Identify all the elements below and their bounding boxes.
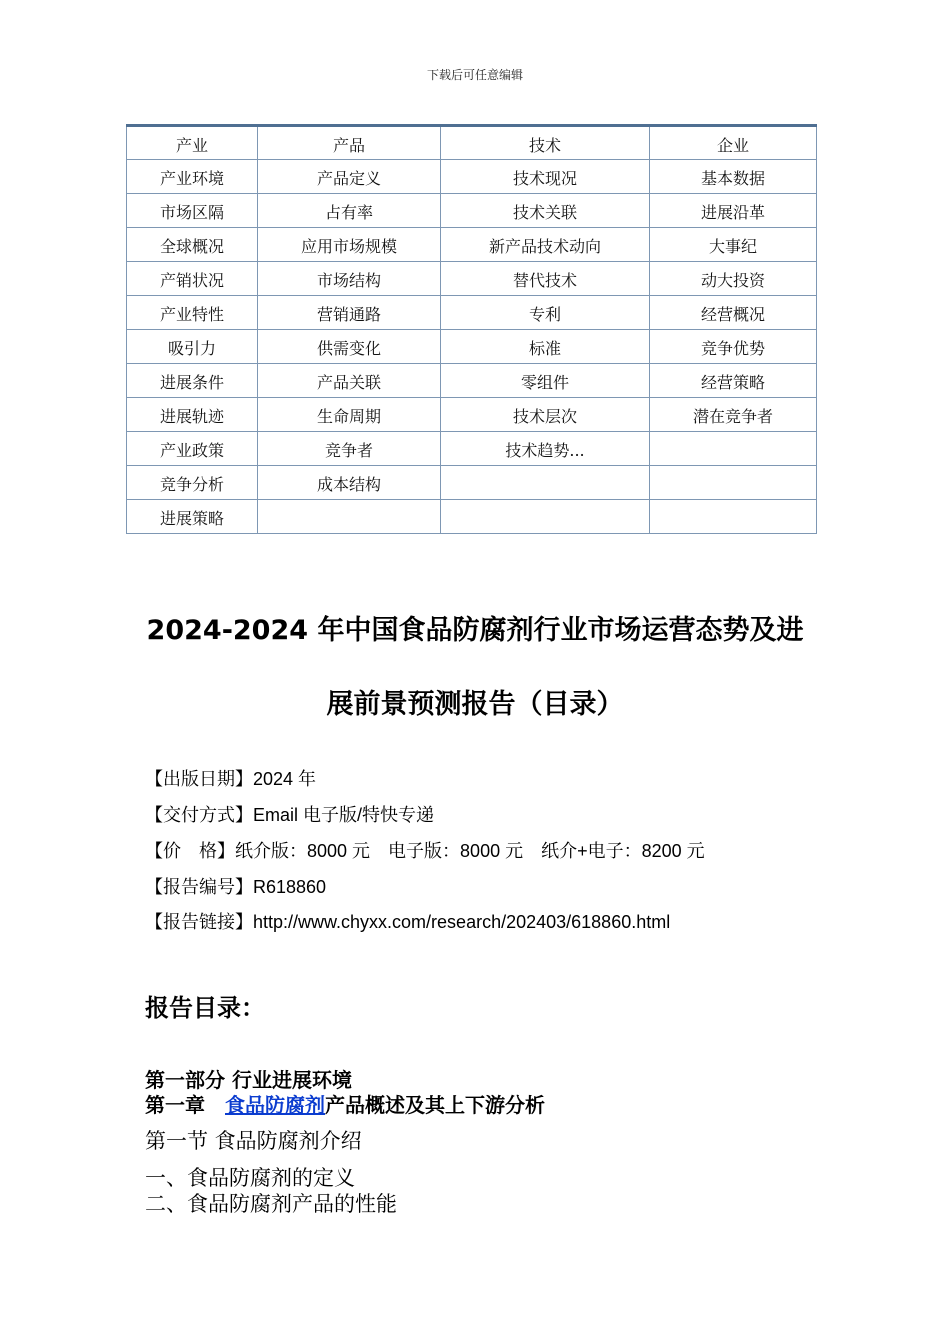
meta-report-link: 【报告链接】http://www.chyxx.com/research/202403/618860.html [145,912,671,933]
table-cell: 产业政策 [127,432,258,466]
report-title-line2: 展前景预测报告（目录） [326,689,624,720]
table-row [127,398,817,432]
table-cell [258,500,441,534]
table-row [127,228,817,262]
meta-delivery: 【交付方式】Email 电子版/特快专递 [145,805,435,826]
table-cell: 进展策略 [127,500,258,534]
table-cell: 竞争者 [258,432,441,466]
table-cell: 进展轨迹 [127,398,258,432]
table-row [127,466,817,500]
header-note: 下载后可任意编辑 [426,68,523,82]
table-cell: 经营概况 [650,296,817,330]
table-header-cell: 产品 [258,126,441,160]
table-header-cell: 技术 [441,126,650,160]
table-cell: 成本结构 [258,466,441,500]
toc-item: 一、食品防腐剂的定义 [145,1166,355,1190]
table-cell: 进展沿革 [650,194,817,228]
table-cell: 专利 [441,296,650,330]
table-cell: 技术关联 [441,194,650,228]
table-cell: 基本数据 [650,160,817,194]
report-link[interactable]: http://www.chyxx.com/research/202403/618860.html [253,912,671,932]
part-heading: 第一部分 行业进展环境 [145,1068,352,1092]
table-cell: 竞争优势 [650,330,817,364]
table-cell: 零组件 [441,364,650,398]
table-row [127,194,817,228]
table-cell: 标准 [441,330,650,364]
table-row [127,262,817,296]
category-table [126,124,817,534]
table-cell: 技术现况 [441,160,650,194]
table-row [127,296,817,330]
table-row [127,364,817,398]
table-cell: 潜在竞争者 [650,398,817,432]
table-cell: 进展条件 [127,364,258,398]
table-cell: 技术层次 [441,398,650,432]
table-cell: 生命周期 [258,398,441,432]
table-cell: 供需变化 [258,330,441,364]
table-row [127,500,817,534]
table-cell: 产业环境 [127,160,258,194]
table-header-cell: 产业 [127,126,258,160]
table-cell: 新产品技术动向 [441,228,650,262]
table-cell: 经营策略 [650,364,817,398]
table-cell: 全球概况 [127,228,258,262]
table-row [127,160,817,194]
section-heading: 第一节 食品防腐剂介绍 [145,1129,362,1153]
meta-report-id: 【报告编号】R618860 [145,877,327,898]
table-cell: 吸引力 [127,330,258,364]
meta-price: 【价 格】纸介版：8000 元 电子版：8000 元 纸介+电子：8200 元 [145,841,705,862]
table-cell [650,466,817,500]
table-row [127,432,817,466]
meta-publish-date: 【出版日期】2024 年 [145,769,317,790]
table-cell [650,500,817,534]
table-cell: 营销通路 [258,296,441,330]
table-cell: 占有率 [258,194,441,228]
table-cell: 动大投资 [650,262,817,296]
report-title-line1: 2024-2024 年中国食品防腐剂行业市场运营态势及进 [146,615,804,646]
table-cell: 大事纪 [650,228,817,262]
chapter-link[interactable]: 食品防腐剂 [225,1093,325,1117]
toc-heading: 报告目录： [145,994,265,1022]
toc-item: 二、食品防腐剂产品的性能 [145,1192,397,1216]
table-header-cell: 企业 [650,126,817,160]
table-cell: 产业特性 [127,296,258,330]
table-cell [441,466,650,500]
table-cell: 产品定义 [258,160,441,194]
chapter-heading: 第一章 食品防腐剂产品概述及其上下游分析 [145,1093,545,1117]
table-cell: 技术趋势... [441,432,650,466]
table-row [127,330,817,364]
table-cell: 产销状况 [127,262,258,296]
table-cell [650,432,817,466]
table-cell: 替代技术 [441,262,650,296]
table-cell: 应用市场规模 [258,228,441,262]
table-cell [441,500,650,534]
table-cell: 产品关联 [258,364,441,398]
table-header-row [127,126,817,160]
table-cell: 市场区隔 [127,194,258,228]
table-cell: 市场结构 [258,262,441,296]
table-cell: 竞争分析 [127,466,258,500]
